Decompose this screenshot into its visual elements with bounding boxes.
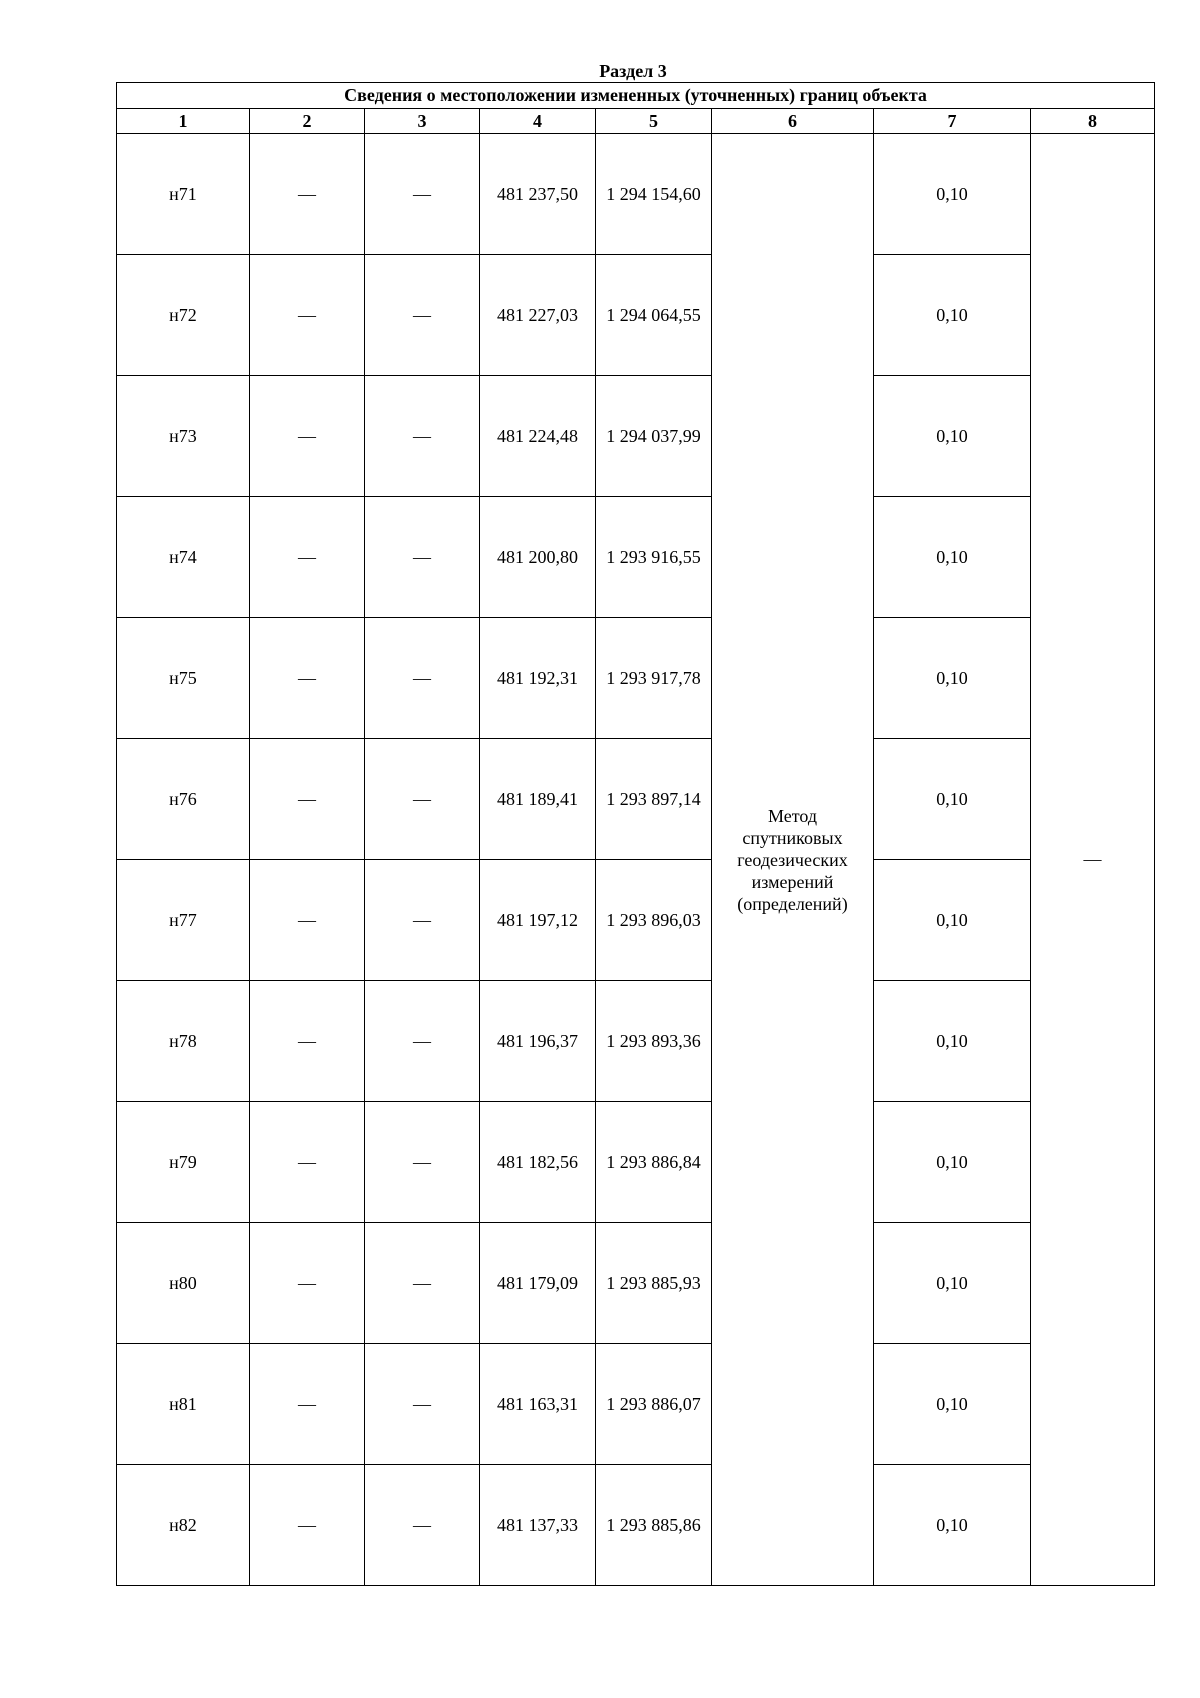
col2-cell: — — [250, 255, 365, 376]
accuracy-cell: 0,10 — [874, 1344, 1031, 1465]
x-coordinate-cell: 481 192,31 — [480, 618, 596, 739]
table-row — [117, 497, 1155, 618]
col3-cell: — — [365, 1102, 480, 1223]
point-name-cell: н81 — [117, 1344, 250, 1465]
section-title: Раздел 3 — [599, 61, 667, 81]
col3-cell: — — [365, 1223, 480, 1344]
point-name-cell: н82 — [117, 1465, 250, 1586]
col3-cell: — — [365, 376, 480, 497]
col3-cell: — — [365, 1344, 480, 1465]
col3-cell: — — [365, 981, 480, 1102]
col2-cell: — — [250, 739, 365, 860]
x-coordinate-cell: 481 224,48 — [480, 376, 596, 497]
table-row — [117, 1344, 1155, 1465]
method-text-line: (определений) — [737, 893, 848, 914]
accuracy-cell: 0,10 — [874, 134, 1031, 255]
column-number: 4 — [480, 109, 596, 134]
col2-cell: — — [250, 1465, 365, 1586]
column-number: 2 — [250, 109, 365, 134]
table-row — [117, 1102, 1155, 1223]
y-coordinate-cell: 1 293 916,55 — [596, 497, 712, 618]
x-coordinate-cell: 481 163,31 — [480, 1344, 596, 1465]
y-coordinate-cell: 1 293 917,78 — [596, 618, 712, 739]
table-row — [117, 134, 1155, 255]
y-coordinate-cell: 1 293 896,03 — [596, 860, 712, 981]
y-coordinate-cell: 1 293 893,36 — [596, 981, 712, 1102]
x-coordinate-cell: 481 179,09 — [480, 1223, 596, 1344]
col3-cell: — — [365, 1465, 480, 1586]
col2-cell: — — [250, 1102, 365, 1223]
point-name-cell: н78 — [117, 981, 250, 1102]
col3-cell: — — [365, 739, 480, 860]
col3-cell: — — [365, 255, 480, 376]
x-coordinate-cell: 481 189,41 — [480, 739, 596, 860]
accuracy-cell: 0,10 — [874, 981, 1031, 1102]
accuracy-cell: 0,10 — [874, 497, 1031, 618]
y-coordinate-cell: 1 294 154,60 — [596, 134, 712, 255]
point-name-cell: н73 — [117, 376, 250, 497]
col2-cell: — — [250, 981, 365, 1102]
table-row — [117, 255, 1155, 376]
method-text-line: Метод — [767, 805, 818, 826]
accuracy-cell: 0,10 — [874, 860, 1031, 981]
accuracy-cell: 0,10 — [874, 376, 1031, 497]
x-coordinate-cell: 481 137,33 — [480, 1465, 596, 1586]
col2-cell: — — [250, 1223, 365, 1344]
col3-cell: — — [365, 497, 480, 618]
column-number: 7 — [874, 109, 1031, 134]
table-caption: Сведения о местоположении измененных (уточненных) границ объекта — [117, 83, 1155, 109]
col2-cell: — — [250, 860, 365, 981]
table-row — [117, 860, 1155, 981]
accuracy-cell: 0,10 — [874, 618, 1031, 739]
accuracy-cell: 0,10 — [874, 1223, 1031, 1344]
point-name-cell: н75 — [117, 618, 250, 739]
point-name-cell: н72 — [117, 255, 250, 376]
accuracy-cell: 0,10 — [874, 739, 1031, 860]
y-coordinate-cell: 1 293 885,93 — [596, 1223, 712, 1344]
point-name-cell: н80 — [117, 1223, 250, 1344]
y-coordinate-cell: 1 294 037,99 — [596, 376, 712, 497]
y-coordinate-cell: 1 293 886,07 — [596, 1344, 712, 1465]
method-text-line: измерений — [751, 871, 834, 892]
x-coordinate-cell: 481 196,37 — [480, 981, 596, 1102]
method-text-line: геодезических — [737, 849, 848, 870]
point-name-cell: н74 — [117, 497, 250, 618]
col3-cell: — — [365, 618, 480, 739]
point-name-cell: н71 — [117, 134, 250, 255]
x-coordinate-cell: 481 200,80 — [480, 497, 596, 618]
table-row — [117, 1465, 1155, 1586]
column-number: 5 — [596, 109, 712, 134]
y-coordinate-cell: 1 293 886,84 — [596, 1102, 712, 1223]
col2-cell: — — [250, 376, 365, 497]
point-name-cell: н76 — [117, 739, 250, 860]
col8-cell: — — [1031, 134, 1155, 1586]
accuracy-cell: 0,10 — [874, 1102, 1031, 1223]
col2-cell: — — [250, 1344, 365, 1465]
method-cell — [712, 134, 874, 1586]
table-caption-row — [117, 83, 1155, 109]
accuracy-cell: 0,10 — [874, 255, 1031, 376]
method-text-line: спутниковых — [742, 827, 843, 848]
table-row — [117, 981, 1155, 1102]
col2-cell: — — [250, 497, 365, 618]
col3-cell: — — [365, 860, 480, 981]
column-number: 8 — [1031, 109, 1155, 134]
column-number: 3 — [365, 109, 480, 134]
y-coordinate-cell: 1 294 064,55 — [596, 255, 712, 376]
y-coordinate-cell: 1 293 897,14 — [596, 739, 712, 860]
point-name-cell: н79 — [117, 1102, 250, 1223]
x-coordinate-cell: 481 237,50 — [480, 134, 596, 255]
boundary-coordinates-table — [116, 82, 1155, 1586]
column-number-row — [117, 109, 1155, 134]
point-name-cell: н77 — [117, 860, 250, 981]
table-row — [117, 618, 1155, 739]
column-number: 6 — [712, 109, 874, 134]
x-coordinate-cell: 481 227,03 — [480, 255, 596, 376]
accuracy-cell: 0,10 — [874, 1465, 1031, 1586]
col3-cell: — — [365, 134, 480, 255]
x-coordinate-cell: 481 197,12 — [480, 860, 596, 981]
y-coordinate-cell: 1 293 885,86 — [596, 1465, 712, 1586]
table-row — [117, 376, 1155, 497]
column-number: 1 — [117, 109, 250, 134]
col2-cell: — — [250, 618, 365, 739]
table-row — [117, 1223, 1155, 1344]
table-row — [117, 739, 1155, 860]
table-body — [117, 134, 1155, 1586]
col2-cell: — — [250, 134, 365, 255]
x-coordinate-cell: 481 182,56 — [480, 1102, 596, 1223]
